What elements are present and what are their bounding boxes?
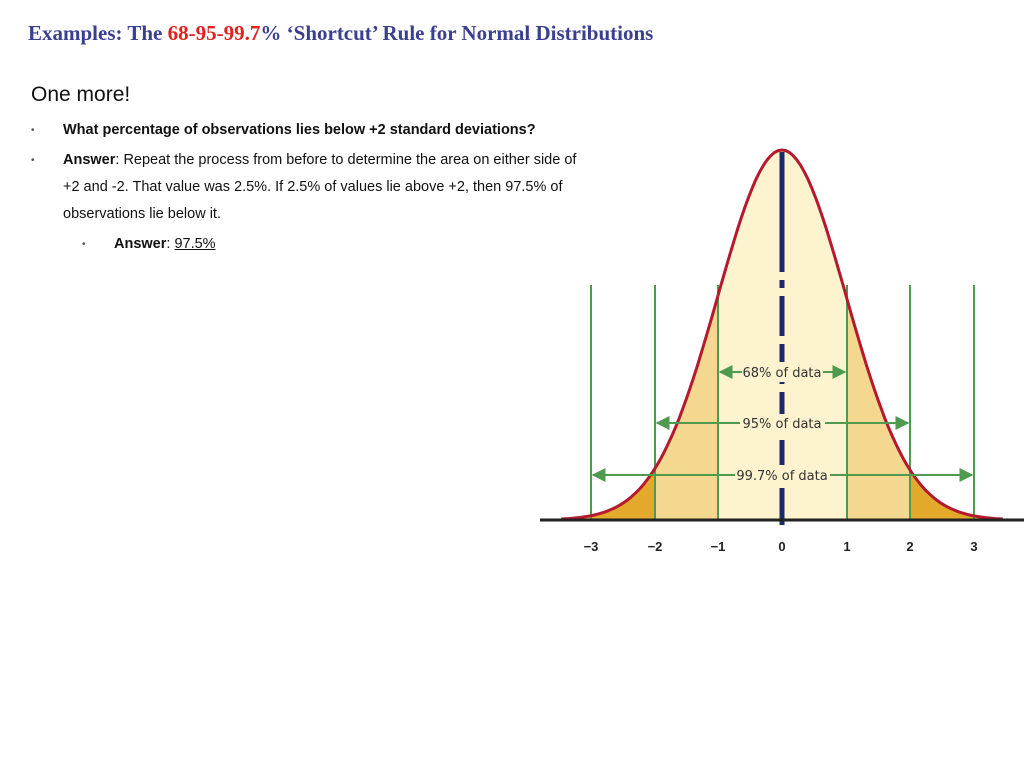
question-text: What percentage of observations lies below +2 standard deviations?: [63, 122, 536, 138]
label-68: 68% of data: [742, 366, 822, 381]
slide-title: [28, 21, 653, 46]
normal-distribution-figure: [530, 140, 1024, 570]
sub-answer-label: Answer: [114, 236, 167, 252]
sub-answer-sep: :: [166, 236, 175, 252]
label-95: 95% of data: [742, 417, 822, 432]
title-suffix: % ‘Shortcut’ Rule for Normal Distributions: [260, 21, 654, 45]
answer-text: : Repeat the process from before to determine the area on either side of +2 and -2. That value was 2.5%. If 2.5% of values lie above +2, then 97.5% of observations lie below it.: [63, 152, 577, 222]
tick-pos1: 1: [843, 539, 851, 554]
answer-label: Answer: [63, 152, 116, 168]
tick-pos3: 3: [970, 539, 978, 554]
bullet-dot-icon: •: [31, 155, 35, 166]
sub-answer-value: 97.5%: [174, 236, 216, 252]
label-997: 99.7% of data: [736, 469, 828, 484]
tick-neg1: −1: [710, 539, 726, 554]
title-prefix: Examples: The: [28, 21, 168, 45]
tick-pos2: 2: [906, 539, 914, 554]
tick-neg2: −2: [647, 539, 663, 554]
title-highlight: 68-95-99.7: [167, 21, 261, 45]
bullet-dot-icon: •: [31, 125, 35, 136]
bullet-dot-icon: •: [82, 239, 86, 250]
slide-subtitle: One more!: [31, 83, 131, 106]
tick-neg3: −3: [583, 539, 599, 554]
tick-0: 0: [778, 539, 786, 554]
